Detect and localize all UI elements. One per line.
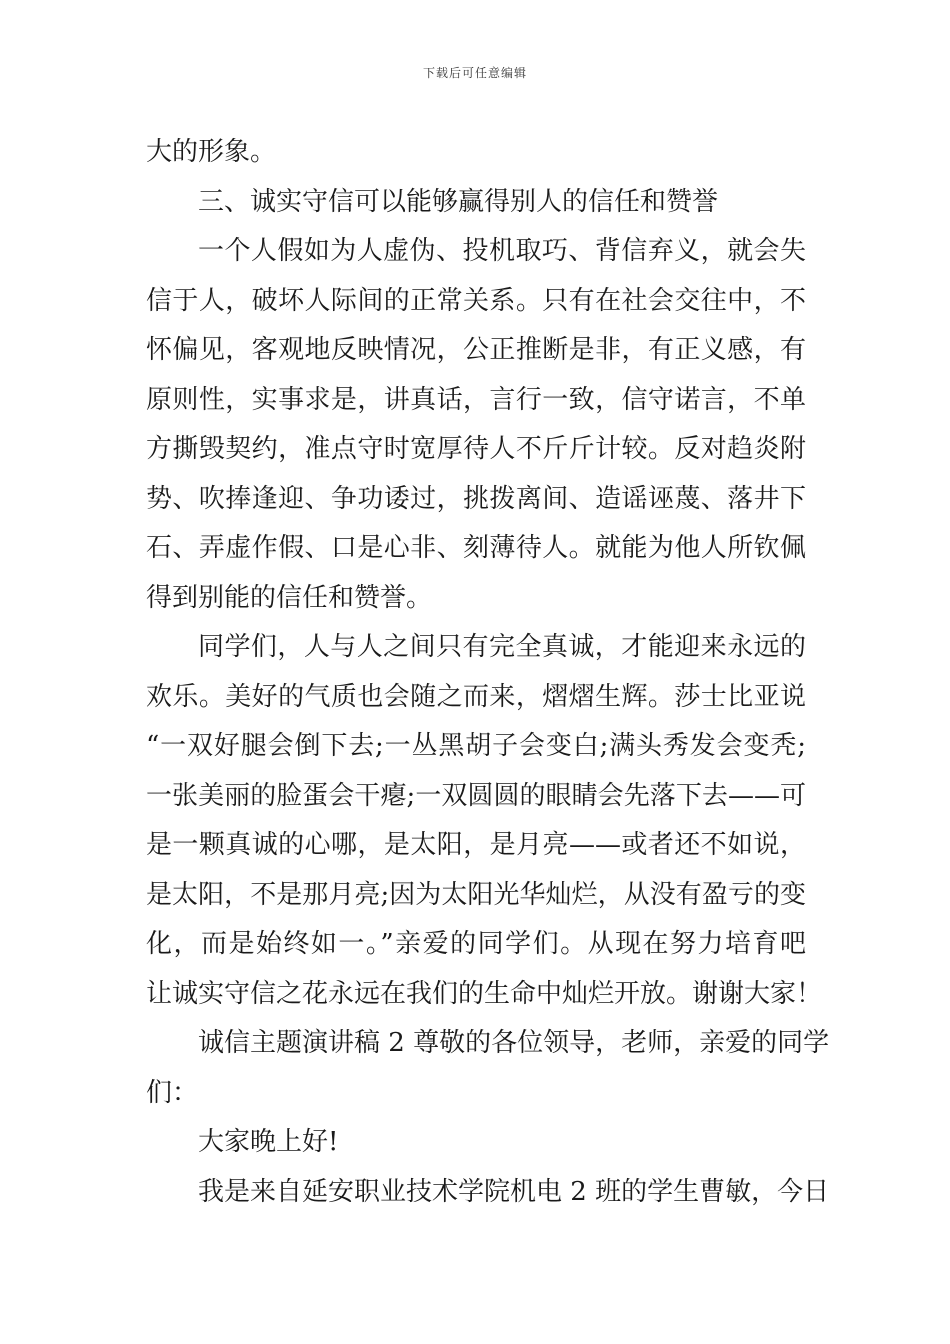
text-line: 方撕毁契约，准点守时宽厚待人不斤斤计较。反对趋炎附: [146, 434, 806, 464]
text-line: 原则性，实事求是，讲真话，言行一致，信守诺言，不单: [146, 384, 806, 415]
document-body: [146, 128, 830, 1217]
page-header: 下载后可任意编辑: [422, 66, 527, 80]
text-line: 三、诚实守信可以能够赢得别人的信任和赞誉: [198, 186, 719, 217]
text-line: 诚信主题演讲稿 2 尊敬的各位领导，老师，亲爱的同学: [198, 1028, 830, 1058]
text-line: 怀偏见，客观地反映情况，公正推断是非，有正义感，有: [146, 335, 806, 365]
text-line: 势、吹捧逢迎、争功诿过，挑拨离间、造谣诬蔑、落井下: [146, 483, 806, 514]
text-line: 得到别能的信任和赞誉。: [146, 582, 433, 613]
text-line: 是一颗真诚的心哪，是太阳，是月亮——或者还不如说，: [146, 830, 806, 860]
text-line: 大的形象。: [146, 137, 277, 167]
text-line: 一张美丽的脸蛋会干瘪;一双圆圆的眼睛会先落下去——可: [146, 780, 806, 811]
text-line: 石、弄虚作假、口是心非、刻薄待人。就能为他人所钦佩: [146, 533, 806, 563]
text-line: 让诚实守信之花永远在我们的生命中灿烂开放。谢谢大家！: [146, 978, 823, 1009]
text-line: 我是来自延安职业技术学院机电 2 班的学生曹敏，今日: [198, 1176, 830, 1207]
text-line: 是太阳，不是那月亮;因为太阳光华灿烂，从没有盈亏的变: [146, 879, 806, 910]
text-line: 化，而是始终如一。”亲爱的同学们。从现在努力培育吧: [146, 929, 806, 959]
text-line: 大家晚上好!: [198, 1127, 339, 1157]
text-line: 信于人，破坏人际间的正常关系。只有在社会交往中，不: [146, 285, 806, 316]
text-line: 们：: [146, 1077, 199, 1108]
text-line: 同学们，人与人之间只有完全真诚，才能迎来永远的: [198, 632, 806, 662]
text-line: 一个人假如为人虚伪、投机取巧、背信弃义，就会失: [198, 236, 806, 266]
text-line: “一双好腿会倒下去;一丛黑胡子会变白;满头秀发会变秃;: [146, 731, 806, 761]
text-line: 欢乐。美好的气质也会随之而来，熠熠生辉。莎士比亚说: [146, 681, 806, 712]
